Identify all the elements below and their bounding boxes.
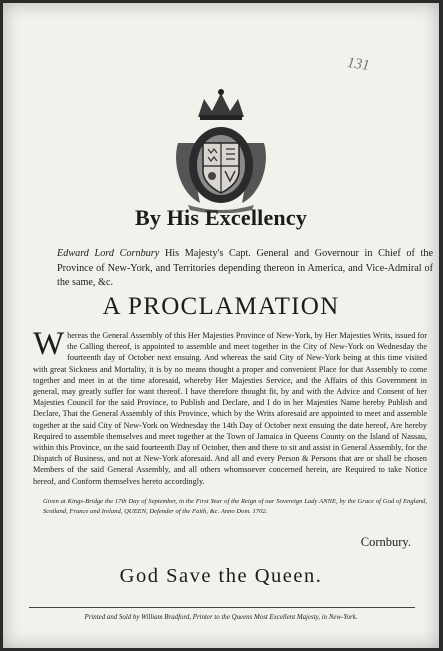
closing-god-save-the-queen: God Save the Queen. <box>119 565 323 587</box>
heading-by-his-excellency: By His Excellency <box>134 205 308 230</box>
broadside-sheet <box>3 3 439 648</box>
drop-cap: W <box>33 326 65 362</box>
given-at-dateline: Given at Kings-Bridge the 17th Day of September, in the First Year of the Reign of our Sovereign Lady ANNE, by the Grace of God of England, Scotland, France and Ireland, QUEEN, Defender of the Faith, &c. Anno Dom. 1702. <box>43 498 427 515</box>
governor-intro <box>57 247 433 291</box>
proclamation-body-text: hereas the General Assembly of this Her Majesties Province of New-York, by Her Majesties Writs, issued for the Calling thereof, is appointed to assemble and meet together in the City of New-York on Wednesday the fourteenth day of October next ensuing. And whereas the said City of New-York being at this time visited with great Sickness and Mortality, it is by no means thought a proper and convenient Place for that Assembly to come together and meet in at the time aforesaid, whereby Her Majesties Service, and the Affairs of this Government in general, may greatly suffer for want thereof. I have therefore thought fit, by and with the Advice and Consent of her Majesties Council for the said Province, to Publish and Declare, and I do in her Majesties Name hereby Publish and Declare, That the General Assembly of this Province, which by the Writs aforesaid are appointed to meet and assemble together at the said City of New-York on Wednesday the 14th Day of October next ensuing the date hereof, Are hereby Required to assemble themselves and meet together at the Town of Jamaica in Queens County on the Island of Nassau, within this Province, on the said fourteenth Day of October, then and there to sit and assist in General Assembly, for the Dispatch of Business, and not at New-York aforesaid. And all and every Person & Persons that are or shall be chosen Members of the said General Assembly, and all others whomsoever concerned herein, are Required to take Notice hereof, and Conform themselves hereto accordingly. <box>33 331 427 486</box>
royal-coat-of-arms-icon <box>166 83 276 213</box>
signature-cornbury: Cornbury. <box>360 535 411 549</box>
proclamation-title: A PROCLAMATION <box>102 293 340 320</box>
folio-number: 131 <box>346 54 371 74</box>
proclamation-body <box>33 326 427 487</box>
printer-imprint: Printed and Sold by William Bradford, Printer to the Queens Most Excellent Majesty, in New-York. <box>84 614 358 621</box>
divider-rule <box>29 607 415 608</box>
governor-titles: His Majesty's Capt. General and Governour in Chief of the Province of New-York, and Territories depending thereon in America, and Vice-Admiral of the same, &c. <box>57 248 433 288</box>
governor-name: Edward Lord Cornbury <box>57 248 160 259</box>
